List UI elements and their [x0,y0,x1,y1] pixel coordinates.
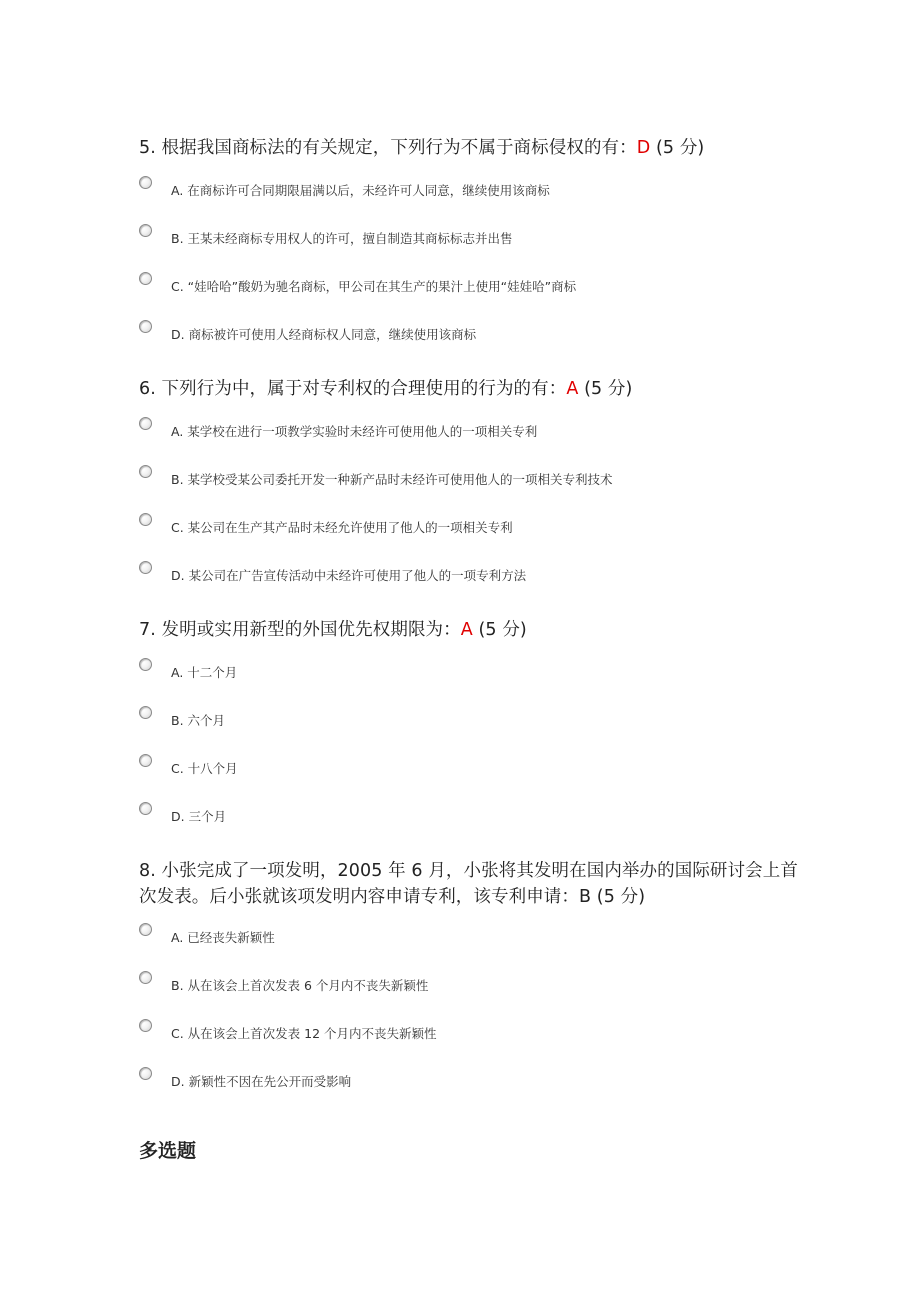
score-label: (5 分) [578,379,633,399]
radio-button[interactable] [139,802,152,815]
question-6 [139,376,799,402]
option-text: B. 从在该会上首次发表 6 个月内不丧失新颖性 [171,978,429,993]
radio-button[interactable] [139,176,152,189]
option-text: B. 某学校受某公司委托开发一种新产品时未经许可使用他人的一项相关专利技术 [171,472,613,487]
radio-button[interactable] [139,320,152,333]
option-text: A. 某学校在进行一项教学实验时未经许可使用他人的一项相关专利 [171,424,538,439]
option-text: A. 在商标许可合同期限届满以后，未经许可人同意，继续使用该商标 [171,183,550,198]
answer-label: B [579,887,592,907]
radio-button[interactable] [139,971,152,984]
score-label: (5 分) [650,138,705,158]
radio-button[interactable] [139,923,152,936]
radio-button[interactable] [139,224,152,237]
option-text: D. 某公司在广告宣传活动中未经许可使用了他人的一项专利方法 [171,568,527,583]
radio-button[interactable] [139,658,152,671]
option-text: D. 三个月 [171,809,227,824]
question-5 [139,135,799,161]
section-title-multiple-choice: 多选题 [139,1140,197,1162]
option-text: A. 已经丧失新颖性 [171,930,275,945]
radio-button[interactable] [139,465,152,478]
radio-button[interactable] [139,417,152,430]
radio-button[interactable] [139,754,152,767]
answer-label: D [636,138,651,158]
option-text: C. 从在该会上首次发表 12 个月内不丧失新颖性 [171,1026,437,1041]
answer-label: A [566,379,579,399]
option-text: C. “娃哈哈”酸奶为驰名商标，甲公司在其生产的果汁上使用“娃娃哈”商标 [171,279,577,294]
question-text: 5. 根据我国商标法的有关规定，下列行为不属于商标侵权的有：D (5 分) [139,138,705,158]
answer-label: A [460,620,473,640]
radio-button[interactable] [139,272,152,285]
option-text: C. 十八个月 [171,761,238,776]
score-label: (5 分) [591,887,646,907]
option-text: C. 某公司在生产其产品时未经允许使用了他人的一项相关专利 [171,520,513,535]
radio-button[interactable] [139,706,152,719]
score-label: (5 分) [472,620,527,640]
question-text: 7. 发明或实用新型的外国优先权期限为：A (5 分) [139,620,527,640]
option-text: B. 六个月 [171,713,226,728]
question-8 [139,858,799,910]
radio-button[interactable] [139,1067,152,1080]
radio-button[interactable] [139,561,152,574]
question-7 [139,617,799,643]
option-text: B. 王某未经商标专用权人的许可，擅自制造其商标标志并出售 [171,231,513,246]
question-text: 6. 下列行为中，属于对专利权的合理使用的行为的有：A (5 分) [139,379,633,399]
question-text: 8. 小张完成了一项发明，2005 年 6 月，小张将其发明在国内举办的国际研讨会上首次发表。后小张就该项发明内容申请专利，该专利申请：B (5 分) [139,861,798,907]
radio-button[interactable] [139,513,152,526]
option-text: D. 商标被许可使用人经商标权人同意，继续使用该商标 [171,327,477,342]
option-text: A. 十二个月 [171,665,238,680]
option-text: D. 新颖性不因在先公开而受影响 [171,1074,352,1089]
radio-button[interactable] [139,1019,152,1032]
